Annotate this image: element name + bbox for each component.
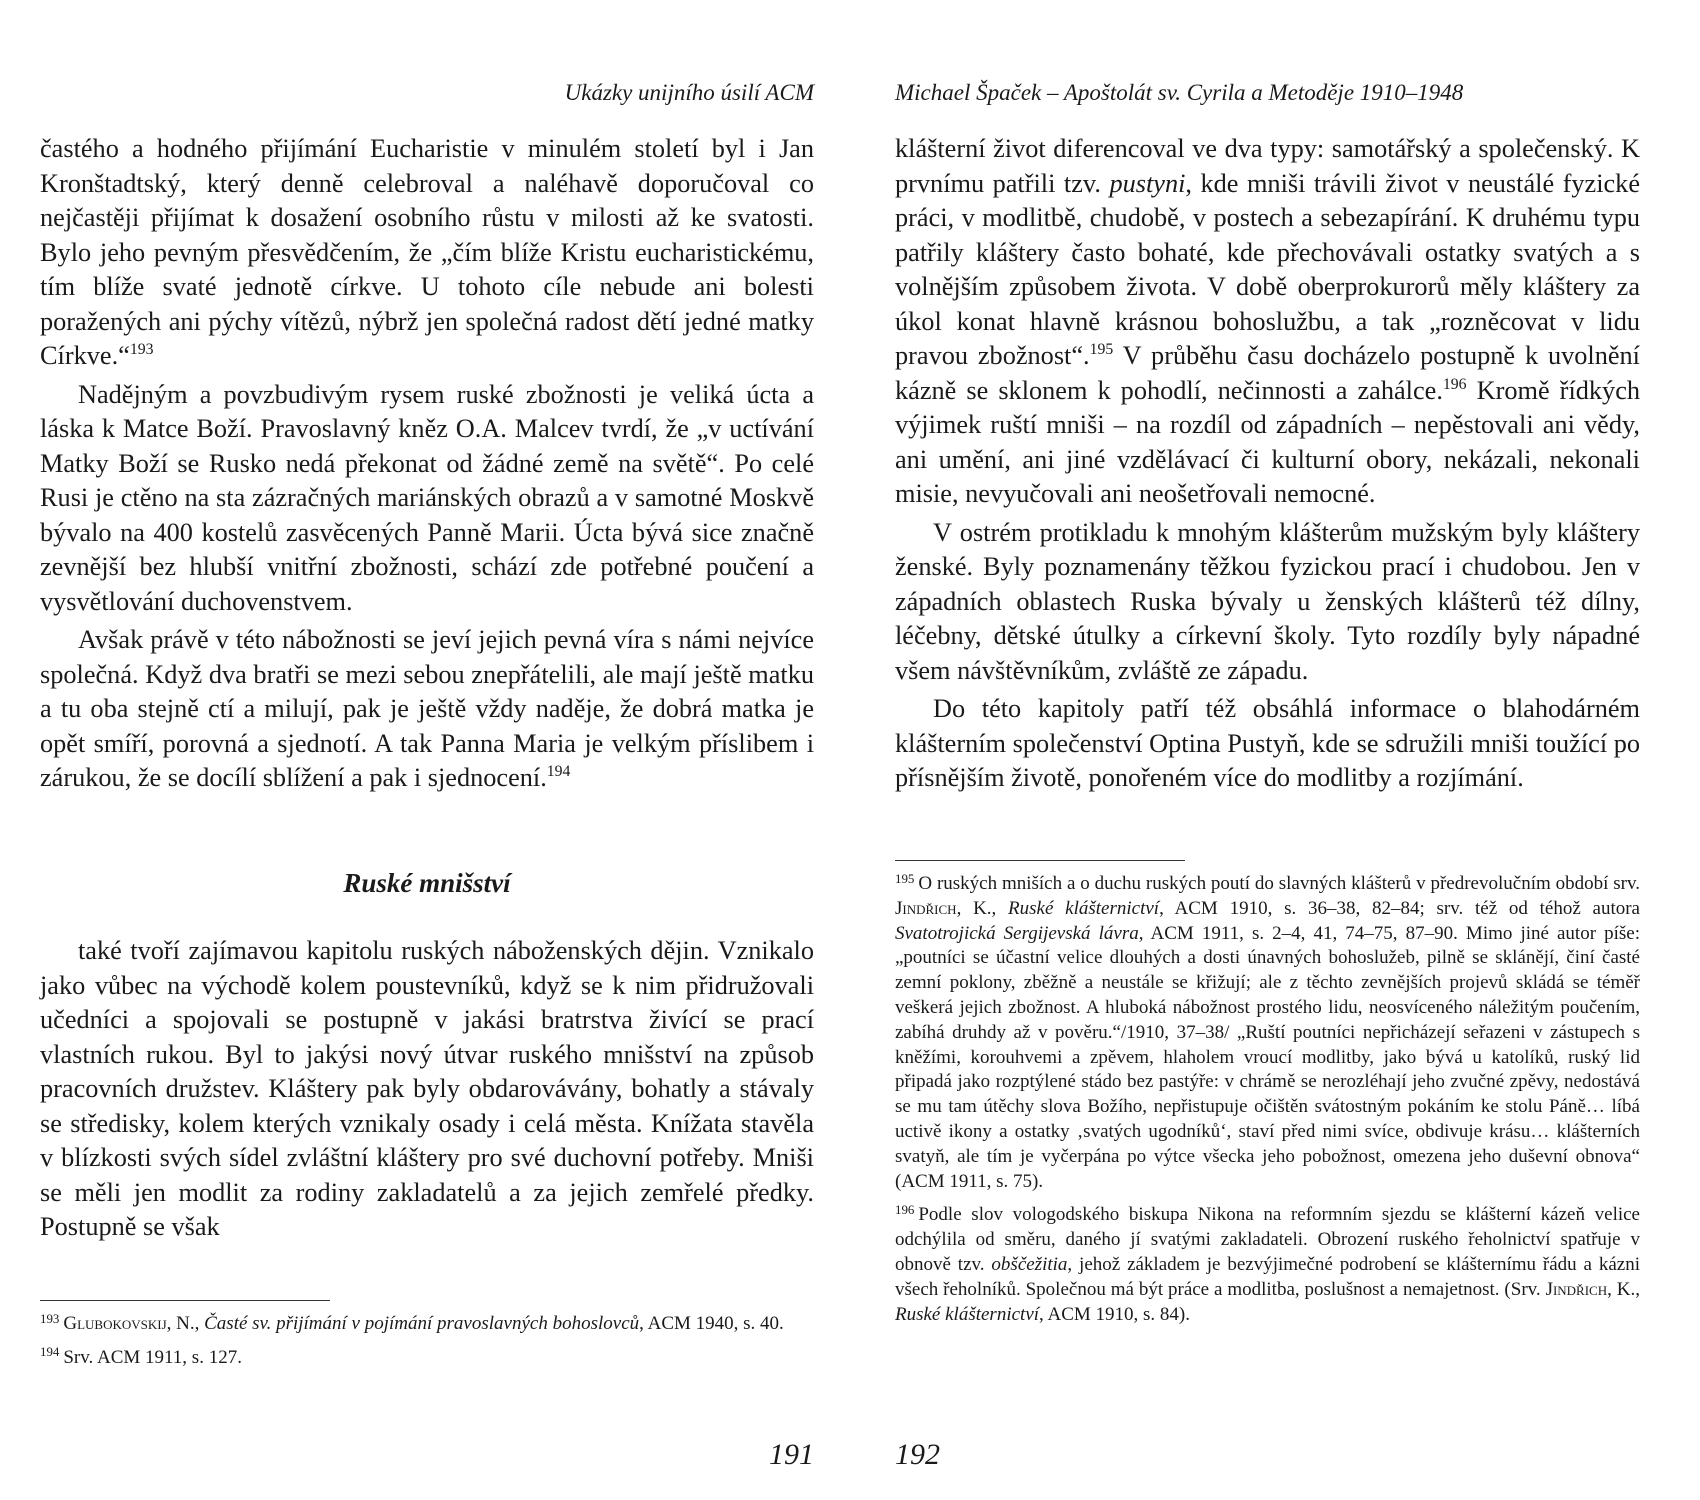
paragraph: také tvoří zajímavou kapitolu ruských náboženských dějin. Vznikalo jako vůbec na východě kolem poustevníků, když se k nim přidružovali učedníci a spojovali se postupně v jakási bratrstva živící se prací vlastních rukou. Byl to jakýsi nový útvar ruského mnišství na způsob pracovních družstev. Kláštery pak byly obdarovávány, bohatly a stávaly se středisky, kolem kterých vznikaly osady i celá města. Knížata stavěla v blízkosti svých sídel zvláštní kláštery pro své duchovní potřeby. Mniši se měli jen modlit za rodiny zakladatelů a za jejich zemřelé předky. Postupně se však (40, 936, 814, 1241)
left-body-top (40, 132, 814, 796)
footnotes-right (895, 872, 1640, 1336)
footnote: $^{194}$ Srv. ACM 1911, s. 127. (40, 1344, 242, 1368)
running-head-left: Ukázky unijního úsilí ACM (564, 80, 814, 105)
footnote-divider (895, 860, 1185, 861)
paragraph: Nadějným a povzbudivým rysem ruské zbožnosti je veliká úcta a láska k Matce Boží. Pravoslavný kněz O.A. Malcev tvrdí, že „v uctívání Matky Boží se Rusko nedá překonat od žádné země na světě“. Po celé Rusi je ctěno na sta zázračných mariánských obrazů a v samotné Moskvě bývalo na 400 kostelů zasvěcených Panně Marii. Úcta bývá sice značně zevnější bez hlubší vnitřní zbožnosti, schází zde potřebné poučení a vysvětlování duchovenstvem. (40, 379, 814, 616)
footnote-divider (40, 1300, 330, 1301)
paragraph: častého a hodného přijímání Eucharistie v minulém století byl i Jan Kronštadtský, který denně celebroval a naléhavě doporučoval co nejčastěji přijímat k dosažení osobního růstu v milosti až ke svatosti. Bylo jeho pevným přesvědčením, že „čím blíže Kristu eucharistickému, tím blíže svaté jednotě církve. U tohoto cíle nebude ani bolesti poražených ani pýchy vítězů, nýbrž jen společná radost dětí jedné matky Církve.“$^{193}$ (40, 134, 814, 370)
section-heading: Ruské mnišství (343, 868, 511, 898)
paragraph: Do této kapitoly patří též obsáhlá informace o blahodárném klášterním společenství Optina Pustyň, kde se sdružili mniši toužící po přísnějším životě, ponořeném více do modlitby a rozjímání. (895, 694, 1640, 792)
right-body (895, 132, 1640, 796)
page-number-right: 192 (895, 1438, 940, 1471)
footnote-ref[interactable]: 196 (1442, 375, 1467, 393)
page-number-left: 191 (769, 1438, 814, 1471)
footnotes-left (40, 1312, 814, 1380)
left-body-bottom (40, 934, 814, 1245)
paragraph: Avšak právě v této nábožnosti se jeví jejich pevná víra s námi nejvíce společná. Když dva bratři se mezi sebou znepřátelili, ale mají ještě matku a tu oba stejně ctí a milují, pak je ještě vždy naděje, že dobrá matka je opět smíří, porovná a sjednotí. A tak Panna Maria je velkým příslibem i zárukou, že se docílí sblížení a pak i sjednocení.$^{194}$ (40, 625, 814, 792)
footnote-ref[interactable]: 193 (129, 340, 154, 358)
footnote: $^{193}$ Glubokovskij, N., Časté sv. přijímání v pojímání pravoslavných bohoslovců, ACM 1940, s. 40. (40, 1310, 784, 1334)
footnote-ref[interactable]: 194 (546, 762, 571, 780)
paragraph: V ostrém protikladu k mnohým klášterům mužským byly kláštery ženské. Byly poznamenány těžkou fyzickou prací i chudobou. Jen v západních oblastech Ruska bývaly u ženských klášterů též dílny, léčebny, dětské útulky a církevní školy. Tyto rozdíly byly nápadné všem návštěvníkům, zvláště ze západu. (895, 517, 1640, 685)
footnote: $^{196}$ Podle slov vologodského biskupa Nikona na reformním sjezdu se klášterní kázeň velice odchýlila od směru, daného jí svatými zakladateli. Obrození ruského řeholnictví spatřuje v obnově tzv. obščežitia, jehož základem je bezvýjimečné podrobení se klášternímu řádu a kázni všech řeholníků. Společnou má být práce a modlitba, poslušnost a nemajetnost. (Srv. Jindřich, K., Ruské klášternictví, ACM 1910, s. 84). (895, 1201, 1640, 1325)
paragraph: klášterní život diferencoval ve dva typy: samotářský a společenský. K prvnímu patřili tzv. pustyni, kde mniši trávili život v neustálé fyzické práci, v modlitbě, chudobě, v postech a sebezapírání. K druhému typu patřily kláštery často bohaté, kde přechovávali ostatky svatých a s volnějším způsobem života. V době oberprokurorů měly kláštery za úkol konat hlavně krásnou bohoslužbu, a tak „rozněcovat v lidu pravou zbožnost“.$^{195}$ V průběhu času docházelo postupně k uvolnění kázně se sklonem k pohodlí, nečinnosti a zahálce.$^{196}$ Kromě řídkých výjimek ruští mniši – na rozdíl od západních – nepěstovali ani vědy, ani umění, ani jiné vzdělávací či kulturní obory, nekázali, nekonali misie, nevyučovali ani neošetřovali nemocné. (895, 134, 1641, 508)
running-head-right: Michael Špaček – Apoštolát sv. Cyrila a Metoděje 1910–1948 (895, 80, 1464, 105)
footnote-ref[interactable]: 195 (1089, 340, 1114, 358)
footnote: $^{195}$ O ruských mniších a o duchu ruských poutí do slavných klášterů v předrevolučním období srv. Jindřich, K., Ruské klášternictví, ACM 1910, s. 36–38, 82–84; srv. též od téhož autora Svatotrojická Sergijevská lávra, ACM 1911, s. 2–4, 41, 74–75, 87–90. Mimo jiné autor píše: „poutníci se účastní velice dlouhých a dosti únavných bohoslužeb, pilně se sklánějí, činí časté zemní poklony, zběžně a neustále se křižují; ale z těchto zevnějších projevů skládá se téměř veškerá jejich zbožnost. A hluboká nábožnost prostého lidu, neosvíceného náležitým poučením, zabíhá druhdy až v pověru.“/1910, 37–38/ „Ruští poutníci nepřicházejí seřazeni v zástupech s kněžími, korouhvemi a zpěvem, hlaholem vroucí modlitby, jako bývá u katolíků, ruský lid připadá jako rozptýlené stádo bez pastýře: v chrámě se nerozléhají jeho zvučné zpěvy, nedostává se mu tam útěchy slova Božího, nepřistupuje očištěn svátostným pokáním ke stolu Páně… líbá uctivě ikony a ostatky ‚svatých ugodníků‘, staví před nimi svíce, obdivuje krásu… klášterních svatyň, ale tím je vyčerpána po výtce všecka jeho pobožnost, omezena jeho duševní obnova“ (ACM 1911, s. 75). (895, 870, 1640, 1192)
